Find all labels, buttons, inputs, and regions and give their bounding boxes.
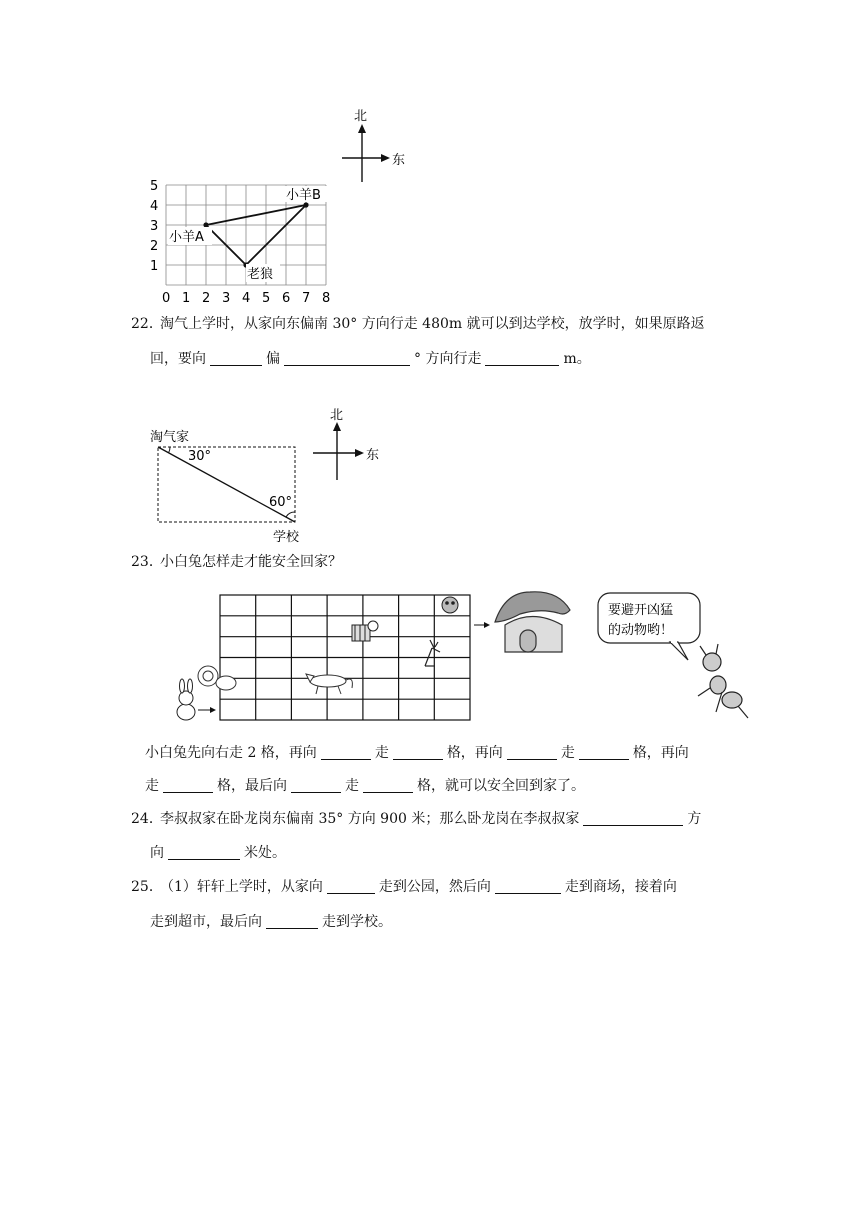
q24-line2 [150,843,286,863]
q22-blank-direction2[interactable] [284,351,410,366]
q23-text-d: 走 [560,745,575,761]
x-tick-6: 6 [282,291,291,306]
q22-line1: 淘气上学时，从家向东偏南 30° 方向行走 480m 就可以到达学校，放学时，如果原路返 [160,316,705,332]
rabbit-icon [177,679,195,720]
q23-blank-6[interactable] [291,778,341,793]
label-sheep-b: 小羊B [286,188,321,203]
q22-number: 22． [131,316,163,332]
y-tick-3: 3 [150,219,159,234]
q25-blank-1[interactable] [327,879,375,894]
figure-22 [140,400,400,550]
q23-blank-4[interactable] [579,745,629,760]
path-home-to-school [158,447,295,522]
q24-line1 [160,809,701,829]
q23-blank-1[interactable] [321,745,371,760]
x-tick-8: 8 [322,291,331,306]
q22-line2 [150,349,591,369]
q22-blank-distance[interactable] [485,351,559,366]
y-tick-2: 2 [150,239,159,254]
maze-grid [220,595,470,720]
figure-21-grid [140,100,420,310]
q23-text-a: 小白兔先向右走 2 格，再向 [145,745,317,761]
x-tick-5: 5 [262,291,271,306]
q23-blank-2[interactable] [393,745,443,760]
figure-23 [160,580,760,730]
x-tick-0: 0 [162,291,171,306]
q25-number: 25． [131,879,163,895]
wolf-icon [306,674,352,694]
compass-rose-22 [313,408,379,480]
point-a [203,222,208,227]
q25-line1 [160,877,677,897]
q22-text-d: m。 [563,351,591,367]
y-tick-1: 1 [150,259,159,274]
q22-text-a: 回，要向 [150,351,206,367]
q23-text-i: 格，就可以安全回到家了。 [417,778,585,794]
x-tick-4: 4 [242,291,251,306]
q23-text-e: 格，再向 [632,745,689,761]
q23-line1 [145,743,689,763]
triangle-path [206,205,306,265]
x-tick-3: 3 [222,291,231,306]
q25-line2 [150,912,392,932]
q24-text-a: 李叔叔家在卧龙岗东偏南 35° 方向 900 米；那么卧龙岗在李叔叔家 [160,811,580,827]
speech-line-1: 要避开凶猛 [608,603,674,618]
q22-text-b: 偏 [266,351,280,367]
q23-blank-3[interactable] [507,745,557,760]
q24-text-c: 向 [150,845,164,861]
q23-blank-7[interactable] [363,778,413,793]
lion-icon [198,666,236,690]
angle-60: 60° [269,495,293,510]
compass-east-label-22: 东 [366,448,380,463]
leopard-icon [442,597,458,613]
x-tick-1: 1 [182,291,191,306]
q24-number: 24． [131,811,163,827]
label-home: 淘气家 [150,430,190,445]
point-b [303,202,308,207]
q23-text-b: 走 [374,745,389,761]
label-school: 学校 [273,530,300,545]
y-tick-5: 5 [150,179,159,194]
q24-text-d: 米处。 [244,845,286,861]
label-sheep-a: 小羊A [169,230,204,245]
q23-question: 小白兔怎样走才能安全回家？ [160,554,342,570]
q25-blank-3[interactable] [266,914,318,929]
compass-east-label: 东 [392,153,406,168]
q25-text-c: 走到商场，接着向 [564,879,677,895]
mushroom-house-icon [495,592,570,652]
q23-line2 [145,776,585,796]
q24-blank-distance[interactable] [168,845,240,860]
x-tick-2: 2 [202,291,211,306]
tiger-icon [352,621,378,641]
deer-icon [425,640,440,666]
q23-text-g: 格，最后向 [217,778,287,794]
compass-north-label-22: 北 [330,408,344,423]
q23-text-f: 走 [145,778,159,794]
x-tick-7: 7 [302,291,311,306]
q23-text-h: 走 [345,778,359,794]
q25-text-b: 走到公园，然后向 [378,879,491,895]
y-tick-4: 4 [150,199,159,214]
q25-blank-2[interactable] [495,879,561,894]
q25-text-d: 走到超市，最后向 [150,914,262,930]
q24-blank-direction[interactable] [583,811,683,826]
q23-text-c: 格，再向 [446,745,503,761]
q23-blank-5[interactable] [163,778,213,793]
q22-blank-direction1[interactable] [210,351,262,366]
label-wolf: 老狼 [247,267,274,282]
ant-icon [698,644,748,718]
q23-number: 23． [131,554,163,570]
angle-30: 30° [188,449,212,464]
q25-text-e: 走到学校。 [322,914,392,930]
q22-text-c: ° 方向行走 [414,351,482,367]
compass-rose-21 [342,109,405,182]
speech-line-2: 的动物哟！ [608,623,674,638]
compass-north-label: 北 [354,109,368,124]
q25-text-a: （1）轩轩上学时，从家向 [160,879,323,895]
q24-text-b: 方 [687,811,702,827]
speech-bubble [598,593,700,660]
